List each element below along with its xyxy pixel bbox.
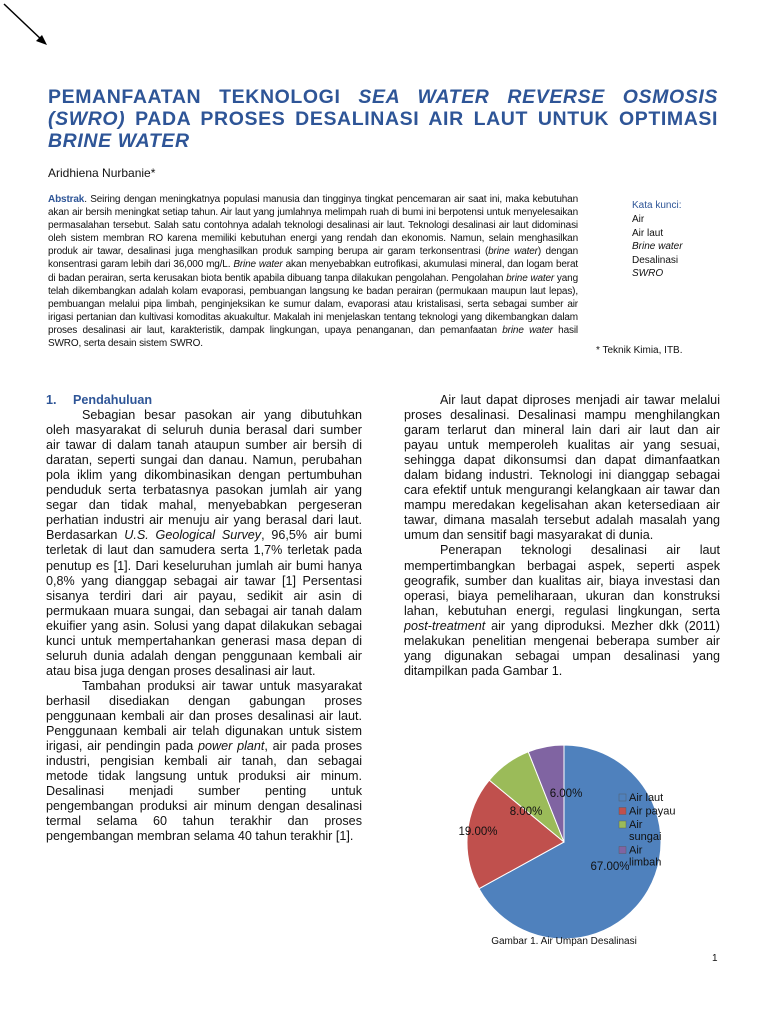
abstract-italic-1: brine water <box>488 246 538 258</box>
abstract-text-4: yang telah dikembangkan adalah kolam evaporasi, pembuangan langsung ke badan perairan (permukaan maupun laut lepas), pembuangan melalui pipa limbah, penginjeksikan ke sumur dalam, evaporasi atau kristalisasi, serta sebagai sumber air irigasi pertanian dan kultivasi komoditas akuakultur. Makalah ini menjelaskan tentang teknologi yang dikembangkan dalam proses desalinasi air laut, karakteristik, dampak lingkungan, upaya penanganan, dan pemanfaatan <box>48 272 578 336</box>
legend-label: Air laut <box>629 792 664 804</box>
keyword-item: Desalinasi <box>632 254 679 266</box>
page-number: 1 <box>712 953 718 964</box>
paragraph-text: Tambahan produksi air tawar untuk masyarakat berhasil disediakan dengan gabungan proses penggunaan kembali air dan proses desalinasi air laut. Penggunaan kembali air telah digunakan untuk sistem irigasi, air pendingin pada <box>46 678 362 754</box>
section-number: 1. <box>46 393 57 407</box>
slice-data-label: 67.00% <box>590 861 630 873</box>
keywords-box <box>632 199 742 280</box>
abstract-label: Abstrak <box>48 194 85 205</box>
keyword-item: SWRO <box>632 268 664 280</box>
legend-label: Air payau <box>629 805 676 818</box>
author-name: Aridhiena Nurbanie* <box>48 166 156 180</box>
abstract-text-5: hasil SWRO, serta desain sistem SWRO. <box>48 324 579 350</box>
paragraph <box>46 408 362 679</box>
keyword-item: Air laut <box>632 227 664 239</box>
section-title: Pendahuluan <box>73 393 153 407</box>
paragraph <box>46 679 362 845</box>
author-affiliation: * Teknik Kimia, ITB. <box>596 345 683 356</box>
legend-swatch <box>619 808 626 815</box>
keyword-item: Brine water <box>632 241 683 253</box>
title-part-2: SEA WATER REVERSE OSMOSIS (SWRO) <box>48 86 718 130</box>
arrow-icon <box>0 0 60 60</box>
title-part-4: BRINE WATER <box>48 130 190 152</box>
title-part-1: PEMANFAATAN TEKNOLOGI <box>48 86 359 108</box>
paper-title <box>48 86 718 152</box>
paragraph-text: , 96,5% air bumi terletak di laut dan samudera serta 1,7% terletak pada penutup es [1]. Dari keseluruhan jumlah air bumi hanya 0,8% yang dianggap sebagai air tawar [1] Persentasi sisanya terdiri dari air payau, sedikit air asin di permukaan muara sungai, dan sebagai air tanah dalam ekuifier yang asin. Solusi yang dapat dilakukan sebagai kunci untuk mempertahankan generasi masa depan di seluruh dunia adalah dengan penggunaan kembali air atau bisa juga dengan proses desalinasi air laut. <box>46 528 363 678</box>
paragraph-text: Penerapan teknologi desalinasi air laut mempertimbangkan berbagai aspek, seperti aspek geografik, sumber dan kualitas air, biaya investasi dan operasi, biaya pemeliharaan, ukuran dan konstruksi lahan, kebutuhan energi, regulasi lingkungan, serta <box>404 543 720 618</box>
paragraph <box>404 543 720 678</box>
slice-data-label: 19.00% <box>458 826 498 838</box>
paragraph-text: Sebagian besar pasokan air yang dibutuhkan oleh masyarakat di seluruh dunia berasal dari sumber air tawar di dalam tanah ataupun sumber air bersih di daratan, seperti sungai dan danau. Namun, perubahan pola iklim yang dikombinasikan dengan pertumbuhan penduduk serta terbatasnya pasokan jumlah air yang segar dan tidak mahal, menyebabkan pergeseran perhatian industri air menuju air yang berasal dari laut. Berdasarkan <box>46 408 362 543</box>
slice-data-label: 6.00% <box>549 788 583 800</box>
figure-caption: Gambar 1. Air Umpan Desalinasi <box>491 936 637 947</box>
paragraph-italic: U.S. Geological Survey <box>124 528 262 543</box>
keyword-item: Air <box>632 214 645 226</box>
legend-swatch <box>619 821 626 828</box>
legend-label: Air sungai <box>629 819 662 843</box>
abstract-text-2: ) dengan konsentrasi garam lebih dari 36,000 mg/L. <box>48 246 578 271</box>
paragraph-italic: power plant <box>198 739 265 754</box>
paragraph-text: , air pada proses industri, pengisian kembali air tanah, dan sebagai metode tidak langsung untuk produksi air minum. Desalinasi menjadi sumber penting untuk pengembangan produksi air minum dengan desalinasi termal selama 60 tahun terakhir dan proses pengembangan membran selama 40 tahun terakhir [1]. <box>46 739 362 844</box>
paragraph: Air laut dapat diproses menjadi air tawar melalui proses desalinasi. Desalinasi mampu menghilangkan garam terlarut dan mineral lain dari air laut dan air payau untuk memperoleh kualitas air yang sesuai, sehingga dapat dikonsumsi dan dapat dimanfaatkan dalam bidang industri. Teknologi ini dianggap sebagai cara efektif untuk mengurangi kelangkaan air tawar dan mampu meredakan kegelisahan akan ketersediaan air tawar, dimana masalah tersebut adalah masalah yang umum dan sensitif bagi masyarakat di dunia. <box>404 393 720 543</box>
slice-data-label: 8.00% <box>509 806 543 818</box>
pie-chart <box>440 745 740 940</box>
section-heading <box>46 393 362 408</box>
abstract-italic-2: Brine water <box>233 259 283 271</box>
abstract-italic-4: brine water <box>502 324 553 336</box>
keywords-title: Kata kunci: <box>632 200 682 211</box>
legend-swatch <box>619 847 626 854</box>
paragraph-italic: post-treatment <box>404 618 486 633</box>
abstract-text-1: . Seiring dengan meningkatnya populasi manusia dan tingginya tingkat pencemaran air saat ini, maka kebutuhan akan air bersih meningkat setiap tahun. Air laut yang jumlahnya melimpah ruah di bumi ini berpotensi untuk menyelesaikan permasalahan tersebut. Salah satu contohnya adalah teknologi desalinasi air laut. Teknologi desalinasi air laut didominasi oleh sistem membran RO karena memiliki kebutuhan energi yang rendah dan ekonomis. Namun, selain menghasilkan produk air tawar, desalinasi juga menghasilkan produk samping berupa air garam terkonsentrasi ( <box>48 194 578 258</box>
legend-swatch <box>619 794 626 801</box>
title-part-3: PADA PROSES DESALINASI AIR LAUT UNTUK OPTIMASI <box>125 108 718 130</box>
abstract-italic-3: brine water <box>506 272 555 284</box>
right-column <box>404 393 720 679</box>
legend-label: Air limbah <box>629 844 662 869</box>
paragraph-text: air yang diproduksi. Mezher dkk (2011) melakukan penelitian mengenai beberapa sumber air yang digunakan sebagai umpan desalinasi yang ditampilkan pada Gambar 1. <box>404 618 720 678</box>
left-column <box>46 393 362 844</box>
abstract <box>48 193 578 350</box>
abstract-text-3: akan menyebabkan eutrofikasi, akumulasi mineral, dan logam berat di badan perairan, serta kerusakan biota bentik apabila dibuang tanpa dilakukan pengolahan. Pengolahan <box>48 259 578 284</box>
